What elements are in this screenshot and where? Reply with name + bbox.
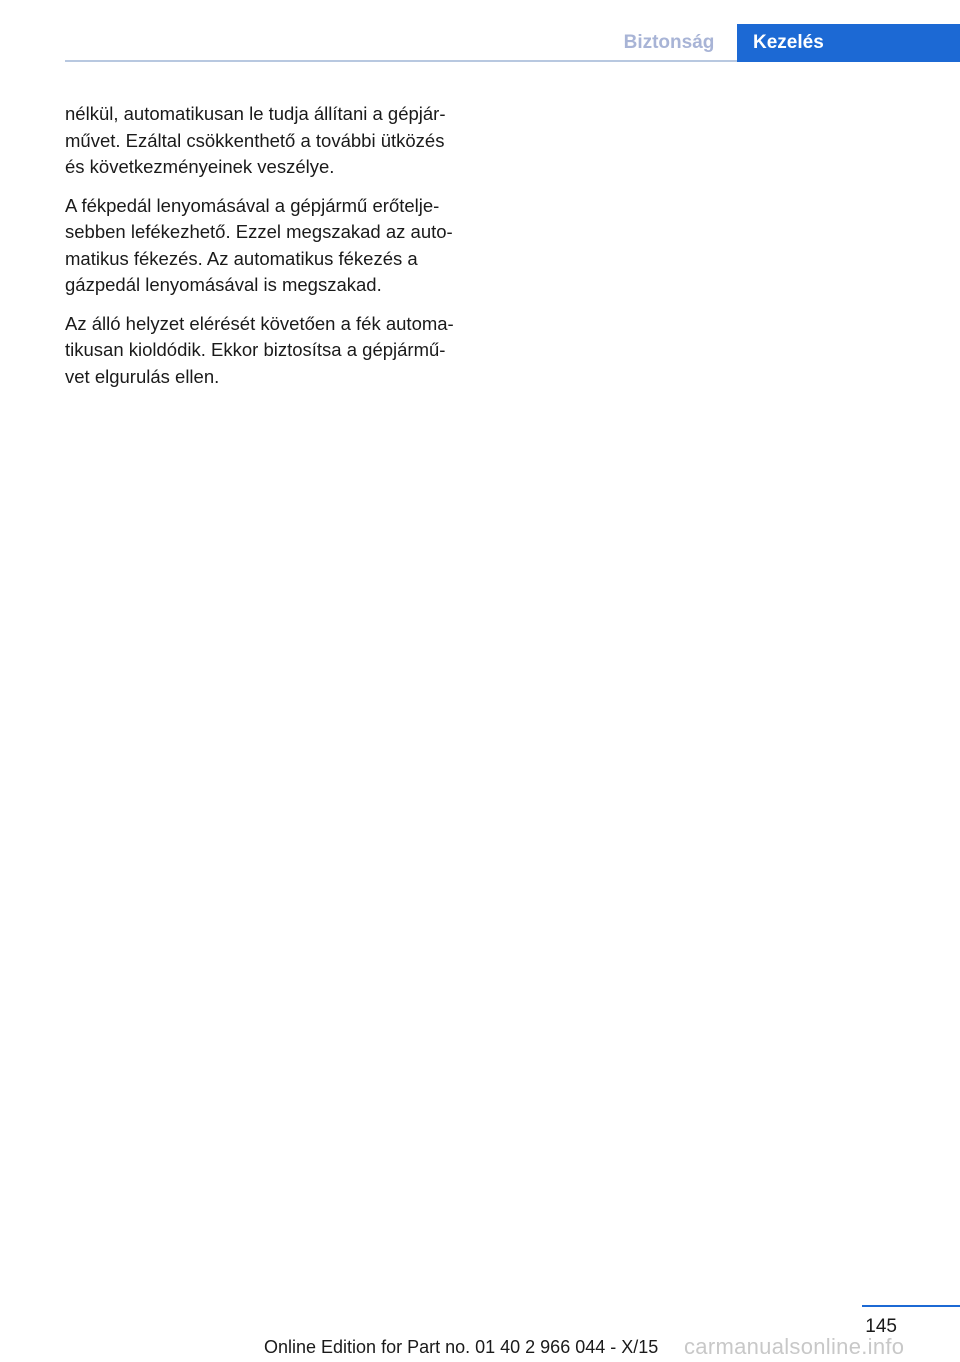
header-section-label: Biztonság	[623, 32, 715, 53]
header-chapter-tab: Kezelés	[737, 24, 960, 62]
paragraph: nélkül, automatikusan le tudja állítani a gépjár‐ művet. Ezáltal csökkenthető a további ütközés és következményeinek veszélye.	[65, 103, 446, 177]
body-text	[65, 101, 480, 402]
paragraph: Az álló helyzet elérését követően a fék automa‐ tikusan kioldódik. Ekkor biztosítsa a gépjármű‐ vet elgurulás ellen.	[65, 312, 454, 387]
paragraph: A fékpedál lenyomásával a gépjármű erőtelje‐ sebben lefékezhető. Ezzel megszakad az auto‐ matikus fékezés. Az automatikus fékezés a gázpedál lenyomásával is megszakad.	[65, 194, 453, 295]
footer-rule	[862, 1305, 960, 1307]
watermark: carmanualsonline.info	[684, 1334, 905, 1359]
page-number: 145	[865, 1316, 897, 1337]
edition-note: Online Edition for Part no. 01 40 2 966 044 - X/15	[264, 1337, 659, 1357]
